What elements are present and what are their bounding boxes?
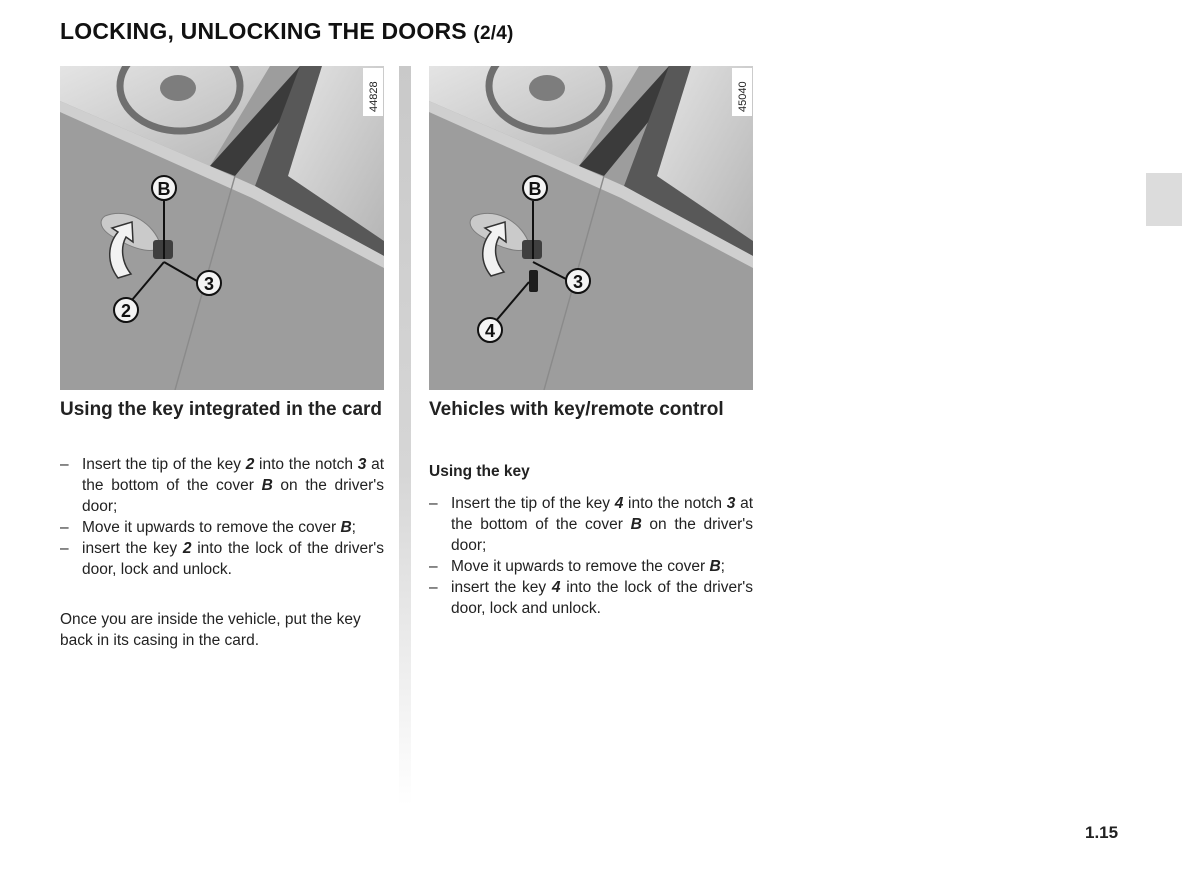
page-title	[60, 18, 514, 45]
list-item: – Insert the tip of the key 2 into the notch 3 at the bottom of the cover B on the driver's door;	[60, 454, 384, 517]
figure-id-right: 45040	[737, 81, 749, 112]
callout-b: B	[528, 179, 542, 199]
page-title-part: (2/4)	[473, 23, 514, 44]
callout-3: 3	[203, 274, 215, 294]
note-key-back: Once you are inside the vehicle, put the key back in its casing in the card.	[60, 611, 361, 649]
list-item: – Move it upwards to remove the cover B;	[429, 556, 753, 577]
column-divider	[399, 66, 411, 806]
figure-key-remote-unlock	[429, 66, 753, 390]
steps-list-key-card	[60, 454, 384, 580]
figure-key-card-unlock	[60, 66, 384, 390]
page-title-text: LOCKING, UNLOCKING THE DOORS	[60, 18, 467, 44]
section-tab-marker	[1146, 173, 1182, 226]
list-item: – Insert the tip of the key 4 into the notch 3 at the bottom of the cover B on the driver's door;	[429, 493, 753, 556]
list-item: – insert the key 4 into the lock of the driver's door, lock and unlock.	[429, 577, 753, 619]
list-item: – insert the key 2 into the lock of the driver's door, lock and unlock.	[60, 538, 384, 580]
page-number: 1.15	[1085, 823, 1119, 842]
section-heading-key-card: Using the key integrated in the card	[60, 399, 383, 420]
figure-id-left: 44828	[368, 81, 380, 112]
section-heading-key-remote: Vehicles with key/remote control	[429, 399, 724, 420]
callout-b: B	[157, 179, 171, 199]
callout-2: 2	[120, 301, 132, 321]
list-item: – Move it upwards to remove the cover B;	[60, 517, 384, 538]
subheading-using-key: Using the key	[429, 463, 530, 480]
callout-3: 3	[572, 272, 584, 292]
steps-list-key-remote	[429, 493, 753, 619]
callout-4: 4	[484, 321, 496, 341]
